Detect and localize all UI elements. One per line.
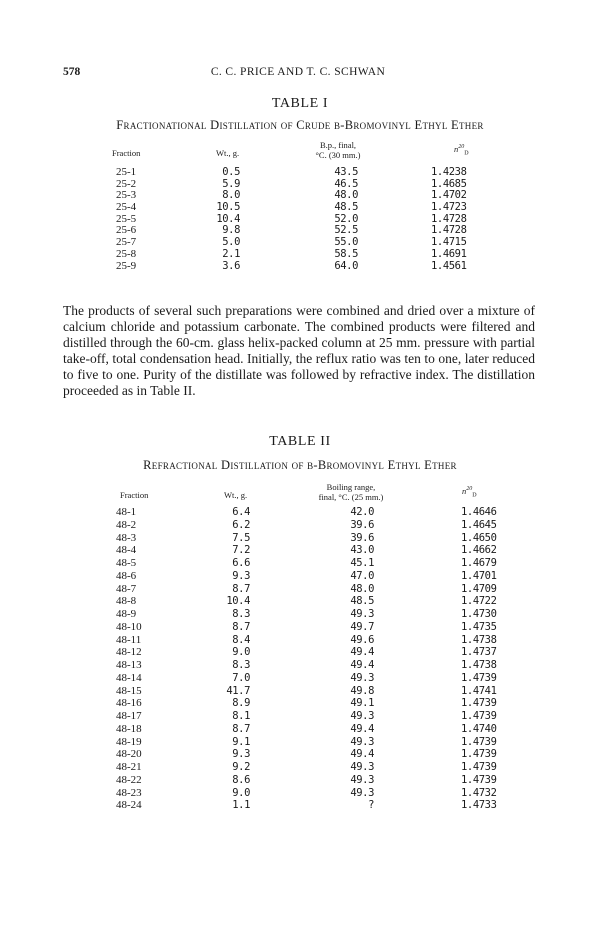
table-2-col-nd-symbol: n	[462, 485, 467, 496]
weight-cell: 7.0	[232, 671, 250, 684]
refractive-index-cell: 1.4715	[431, 236, 467, 249]
table-row	[116, 736, 516, 749]
boiling-point-cell: 49.4	[350, 748, 374, 761]
fraction-cell: 25-4	[116, 201, 137, 214]
refractive-index-cell: 1.4741	[461, 684, 497, 697]
boiling-point-cell: 49.8	[350, 684, 374, 697]
refractive-index-cell: 1.4739	[461, 773, 497, 786]
refractive-index-cell: 1.4737	[461, 646, 497, 659]
refractive-index-cell: 1.4702	[431, 189, 467, 202]
fraction-cell: 48-4	[116, 544, 137, 557]
boiling-point-cell: 46.5	[334, 177, 358, 190]
fraction-cell: 25-5	[116, 212, 137, 225]
table-1-body	[116, 166, 496, 271]
fraction-cell: 48-15	[116, 684, 142, 697]
table-row	[116, 189, 496, 201]
table-2-label: TABLE II	[269, 434, 331, 449]
running-title: C. C. PRICE AND T. C. SCHWAN	[210, 66, 386, 78]
refractive-index-cell: 1.4733	[461, 799, 497, 812]
weight-cell: 0.5	[222, 166, 240, 178]
table-row	[116, 774, 516, 787]
table-1-col-nd-sup: 20	[458, 144, 465, 150]
weight-cell: 9.3	[232, 748, 250, 761]
boiling-point-cell: 49.4	[350, 659, 374, 671]
weight-cell: 9.1	[232, 735, 250, 748]
table-row	[116, 213, 496, 225]
fraction-cell: 25-6	[116, 224, 137, 237]
weight-cell: 9.8	[222, 224, 240, 237]
boiling-point-cell: 43.5	[334, 166, 358, 178]
boiling-point-cell: 42.0	[350, 506, 374, 518]
table-row	[116, 595, 516, 608]
table-row	[116, 685, 516, 698]
table-1-col-bp-line1: B.p., final,	[319, 140, 357, 150]
weight-cell: 9.0	[232, 786, 250, 799]
weight-cell: 6.6	[232, 557, 250, 569]
boiling-point-cell: 64.0	[334, 259, 358, 272]
table-1-col-fraction: Fraction	[112, 148, 141, 158]
weight-cell: 8.1	[232, 710, 250, 722]
table-2-col-weight: Wt., g.	[224, 490, 248, 500]
fraction-cell: 25-8	[116, 247, 137, 260]
boiling-point-cell: 52.0	[334, 212, 358, 225]
table-row	[116, 260, 496, 272]
refractive-index-cell: 1.4738	[461, 659, 497, 671]
weight-cell: 8.4	[232, 633, 250, 646]
weight-cell: 6.2	[232, 518, 250, 531]
refractive-index-cell: 1.4646	[461, 506, 497, 518]
table-row	[116, 710, 516, 723]
fraction-cell: 25-3	[116, 189, 137, 202]
refractive-index-cell: 1.4650	[461, 531, 497, 544]
refractive-index-cell: 1.4739	[461, 671, 497, 684]
boiling-point-cell: 49.4	[350, 646, 374, 659]
table-2-col-bp-line2: final, °C. (25 mm.)	[318, 492, 384, 502]
boiling-point-cell: 49.3	[350, 761, 374, 773]
table-2-caption: Refractional Distillation of β-Bromovinyl Ethyl Ether	[143, 458, 457, 472]
refractive-index-cell: 1.4723	[431, 201, 467, 214]
boiling-point-cell: 49.3	[350, 735, 374, 748]
refractive-index-cell: 1.4728	[431, 224, 467, 237]
fraction-cell: 48-12	[116, 646, 142, 659]
table-1-col-weight: Wt., g.	[216, 148, 240, 158]
refractive-index-cell: 1.4662	[461, 544, 497, 557]
boiling-point-cell: 39.6	[350, 518, 374, 531]
refractive-index-cell: 1.4739	[461, 748, 497, 761]
refractive-index-cell: 1.4739	[461, 761, 497, 773]
table-row	[116, 544, 516, 557]
refractive-index-cell: 1.4722	[461, 595, 497, 608]
refractive-index-cell: 1.4238	[431, 166, 467, 178]
table-1-col-nd-sub: D	[464, 150, 469, 157]
fraction-cell: 48-8	[116, 595, 137, 608]
table-row	[116, 761, 516, 774]
table-row	[116, 532, 516, 545]
fraction-cell: 48-14	[116, 671, 142, 684]
table-row	[116, 634, 516, 647]
table-row	[116, 672, 516, 685]
table-2-col-nd	[462, 484, 477, 501]
table-row	[116, 248, 496, 260]
weight-cell: 10.5	[216, 201, 240, 214]
table-row	[116, 178, 496, 190]
table-2-col-nd-sub: D	[472, 492, 477, 499]
weight-cell: 7.2	[232, 544, 250, 557]
fraction-cell: 48-5	[116, 557, 137, 569]
weight-cell: 8.7	[232, 582, 250, 595]
weight-cell: 8.9	[232, 697, 250, 710]
refractive-index-cell: 1.4739	[461, 735, 497, 748]
weight-cell: 9.2	[232, 761, 250, 773]
boiling-point-cell: 48.5	[334, 201, 358, 214]
fraction-cell: 48-10	[116, 620, 142, 633]
table-1-col-bp	[298, 140, 378, 160]
fraction-cell: 48-9	[116, 608, 137, 620]
fraction-cell: 48-17	[116, 710, 142, 722]
table-row	[116, 799, 516, 812]
table-1-caption: Fractionational Distillation of Crude β-Bromovinyl Ethyl Ether	[116, 118, 484, 132]
fraction-cell: 48-7	[116, 582, 137, 595]
boiling-point-cell: 49.1	[350, 697, 374, 710]
fraction-cell: 48-21	[116, 761, 142, 773]
table-2-col-bp	[296, 482, 406, 502]
table-row	[116, 583, 516, 596]
table-row	[116, 621, 516, 634]
weight-cell: 8.3	[232, 659, 250, 671]
page-number: 578	[63, 66, 81, 78]
weight-cell: 5.0	[222, 236, 240, 249]
boiling-point-cell: 48.0	[334, 189, 358, 202]
fraction-cell: 48-20	[116, 748, 142, 761]
fraction-cell: 25-2	[116, 177, 137, 190]
refractive-index-cell: 1.4645	[461, 518, 497, 531]
weight-cell: 8.7	[232, 722, 250, 735]
table-row	[116, 697, 516, 710]
boiling-point-cell: 58.5	[334, 247, 358, 260]
table-row	[116, 608, 516, 621]
weight-cell: 10.4	[226, 595, 250, 608]
refractive-index-cell: 1.4735	[461, 620, 497, 633]
boiling-point-cell: 45.1	[350, 557, 374, 569]
table-row	[116, 748, 516, 761]
boiling-point-cell: 49.3	[350, 786, 374, 799]
table-row	[116, 646, 516, 659]
table-2-col-bp-line1: Boiling range,	[326, 482, 376, 492]
weight-cell: 8.3	[232, 608, 250, 620]
table-row	[116, 787, 516, 800]
weight-cell: 9.3	[232, 569, 250, 582]
weight-cell: 2.1	[222, 247, 240, 260]
boiling-point-cell: 49.4	[350, 722, 374, 735]
weight-cell: 5.9	[222, 177, 240, 190]
table-2-body	[116, 506, 516, 812]
refractive-index-cell: 1.4738	[461, 633, 497, 646]
refractive-index-cell: 1.4691	[431, 247, 467, 260]
fraction-cell: 48-3	[116, 531, 137, 544]
fraction-cell: 48-24	[116, 799, 142, 812]
boiling-point-cell: 49.7	[350, 620, 374, 633]
table-row	[116, 570, 516, 583]
boiling-point-cell: ?	[368, 799, 374, 812]
fraction-cell: 48-16	[116, 697, 142, 710]
boiling-point-cell: 49.3	[350, 608, 374, 620]
fraction-cell: 25-7	[116, 236, 137, 249]
body-paragraph: The products of several such preparations were combined and dried over a mixture of calcium chloride and potassium carbonate. The combined products were filtered and distilled through the 60-cm. glass helix-packed column at 25 mm. pressure with partial take-off, total condensation head. Initially, the reflux ratio was ten to one, later reduced to five to one. Purity of the distillate was followed by refractive index. The distillation proceeded as in Table II.	[63, 303, 535, 398]
fraction-cell: 48-2	[116, 518, 137, 531]
weight-cell: 3.6	[222, 259, 240, 272]
boiling-point-cell: 49.3	[350, 710, 374, 722]
refractive-index-cell: 1.4685	[431, 177, 467, 190]
fraction-cell: 48-13	[116, 659, 142, 671]
table-2-col-fraction: Fraction	[120, 490, 149, 500]
table-row	[116, 557, 516, 570]
weight-cell: 9.0	[232, 646, 250, 659]
fraction-cell: 25-1	[116, 166, 137, 178]
boiling-point-cell: 47.0	[350, 569, 374, 582]
refractive-index-cell: 1.4732	[461, 786, 497, 799]
refractive-index-cell: 1.4561	[431, 259, 467, 272]
table-row	[116, 659, 516, 672]
boiling-point-cell: 55.0	[334, 236, 358, 249]
weight-cell: 8.0	[222, 189, 240, 202]
table-row	[116, 519, 516, 532]
boiling-point-cell: 52.5	[334, 224, 358, 237]
table-1-label: TABLE I	[271, 96, 329, 111]
weight-cell: 10.4	[216, 212, 240, 225]
table-row	[116, 166, 496, 178]
table-2-col-nd-sup: 20	[466, 486, 473, 492]
weight-cell: 7.5	[232, 531, 250, 544]
weight-cell: 1.1	[232, 799, 250, 812]
refractive-index-cell: 1.4739	[461, 710, 497, 722]
boiling-point-cell: 49.6	[350, 633, 374, 646]
fraction-cell: 48-6	[116, 569, 137, 582]
fraction-cell: 48-23	[116, 786, 142, 799]
refractive-index-cell: 1.4728	[431, 212, 467, 225]
refractive-index-cell: 1.4679	[461, 557, 497, 569]
fraction-cell: 48-1	[116, 506, 137, 518]
refractive-index-cell: 1.4701	[461, 569, 497, 582]
weight-cell: 8.6	[232, 773, 250, 786]
refractive-index-cell: 1.4739	[461, 697, 497, 710]
boiling-point-cell: 48.5	[350, 595, 374, 608]
table-row	[116, 723, 516, 736]
table-row	[116, 506, 516, 519]
boiling-point-cell: 49.3	[350, 671, 374, 684]
boiling-point-cell: 43.0	[350, 544, 374, 557]
refractive-index-cell: 1.4709	[461, 582, 497, 595]
fraction-cell: 48-19	[116, 735, 142, 748]
weight-cell: 8.7	[232, 620, 250, 633]
running-head	[63, 66, 533, 82]
fraction-cell: 48-11	[116, 633, 142, 646]
boiling-point-cell: 49.3	[350, 773, 374, 786]
table-row	[116, 236, 496, 248]
table-row	[116, 201, 496, 213]
weight-cell: 6.4	[232, 506, 250, 518]
boiling-point-cell: 39.6	[350, 531, 374, 544]
fraction-cell: 48-18	[116, 722, 142, 735]
refractive-index-cell: 1.4730	[461, 608, 497, 620]
refractive-index-cell: 1.4740	[461, 722, 497, 735]
boiling-point-cell: 48.0	[350, 582, 374, 595]
table-1-col-bp-line2: °C. (30 mm.)	[315, 150, 361, 160]
fraction-cell: 25-9	[116, 259, 137, 272]
table-1-col-nd-symbol: n	[454, 143, 459, 154]
fraction-cell: 48-22	[116, 773, 142, 786]
table-1-col-nd	[454, 142, 469, 159]
weight-cell: 41.7	[226, 684, 250, 697]
table-row	[116, 224, 496, 236]
